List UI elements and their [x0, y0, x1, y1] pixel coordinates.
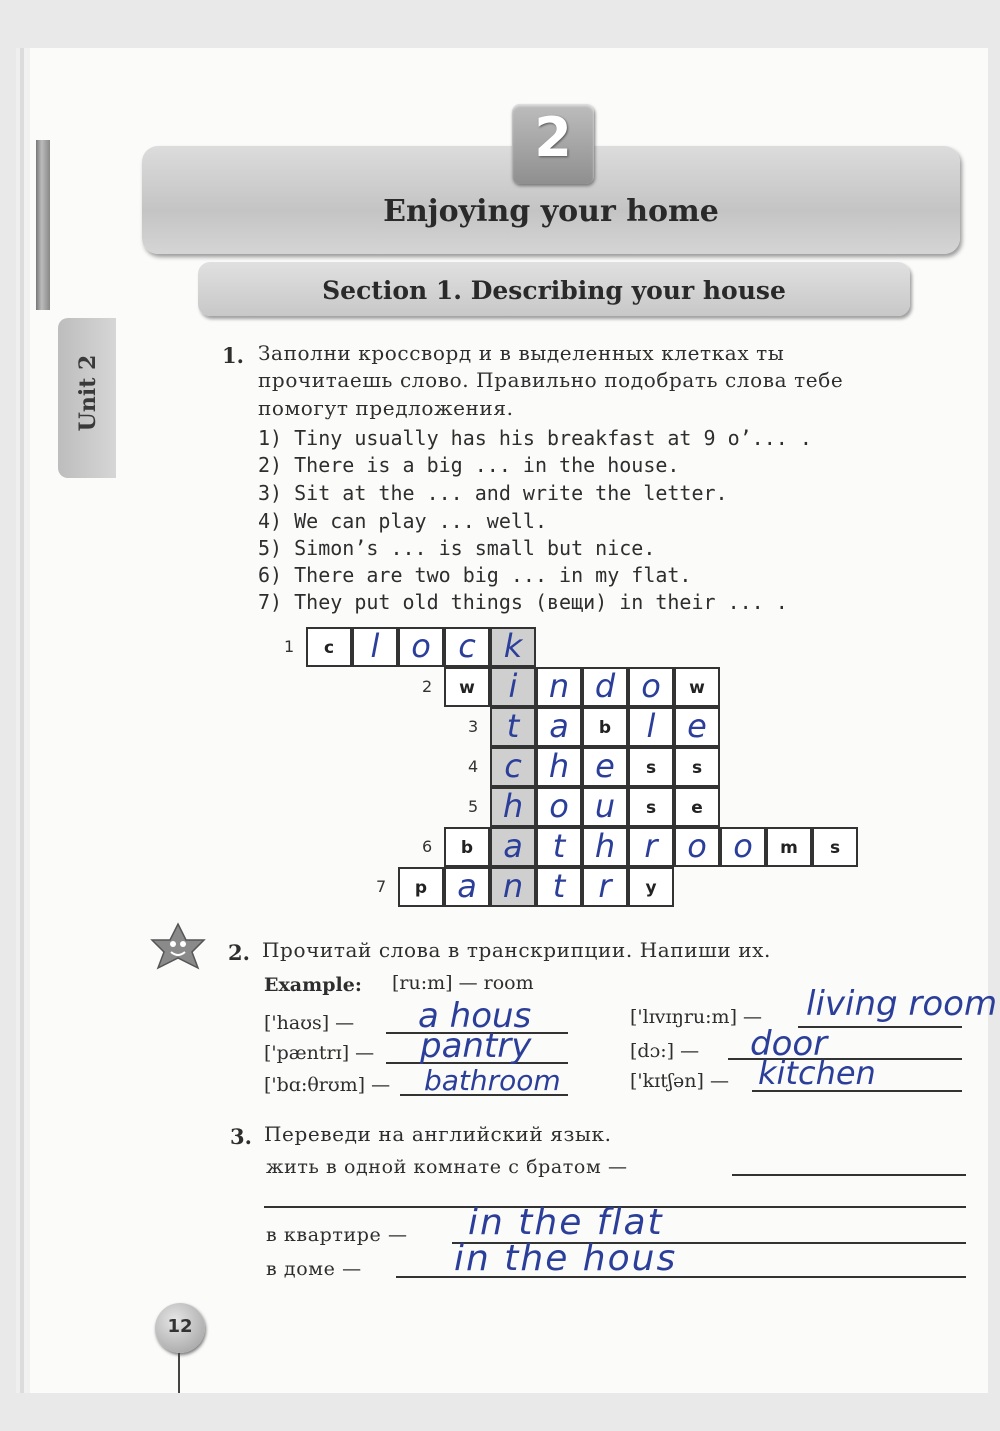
printed-letter: s: [645, 798, 657, 818]
example-label: Example:: [264, 974, 362, 996]
page-number: 12: [167, 1316, 193, 1337]
translate-prompt-2: в квартире —: [266, 1224, 408, 1246]
sentence-3: 3) Sit at the ... and write the letter.: [258, 481, 728, 505]
handwritten-letter: r: [598, 867, 612, 905]
sentence-2: 2) There is a big ... in the house.: [258, 453, 680, 477]
printed-letter: s: [829, 838, 841, 858]
crossword-cell[interactable]: [490, 627, 536, 667]
unit-title: Enjoying your home: [383, 194, 719, 229]
task1-instruction-line-2: прочитаешь слово. Правильно подобрать слова тебе: [258, 368, 844, 392]
handwritten-letter: t: [552, 827, 566, 865]
task1-number: 1.: [222, 343, 244, 368]
handwritten-letter: t: [506, 707, 520, 745]
handwritten-letter: o: [687, 827, 707, 865]
handwritten-letter: e: [687, 707, 707, 745]
transcription-2: ['pæntrɪ] —: [264, 1042, 375, 1064]
crossword-cell[interactable]: [398, 627, 444, 667]
crossword-cell[interactable]: [674, 747, 720, 787]
handwritten-letter: l: [646, 707, 656, 745]
transcription-1: ['haʊs] —: [264, 1012, 355, 1034]
crossword-row-number: 2: [422, 677, 433, 696]
handwritten-letter: a: [457, 867, 477, 905]
page-edge-shadow: [36, 140, 50, 310]
handwritten-letter: a: [503, 827, 523, 865]
crossword-cell[interactable]: [628, 667, 674, 707]
crossword-cell[interactable]: [720, 827, 766, 867]
sentence-6: 6) There are two big ... in my flat.: [258, 563, 692, 587]
translate-line-1a[interactable]: [732, 1174, 966, 1176]
crossword-cell[interactable]: [444, 667, 490, 707]
section-title: Section 1. Describing your house: [322, 276, 786, 305]
crossword-row-number: 3: [468, 717, 479, 736]
sentence-7: 7) They put old things (вещи) in their ... .: [258, 590, 788, 614]
page-number-balloon: [155, 1303, 205, 1353]
transcription-3: ['bɑ:θrʊm] —: [264, 1074, 391, 1096]
crossword-row-number: 7: [376, 877, 387, 896]
task3-instruction: Переведи на английский язык.: [264, 1122, 612, 1146]
handwritten-letter: n: [548, 667, 570, 705]
crossword-cell[interactable]: [490, 787, 536, 827]
handwritten-letter: t: [552, 867, 566, 905]
crossword-cell[interactable]: [582, 747, 628, 787]
handwritten-letter: h: [502, 787, 524, 825]
crossword-cell[interactable]: [444, 827, 490, 867]
handwritten-letter: o: [733, 827, 753, 865]
crossword-cell[interactable]: [536, 667, 582, 707]
crossword-cell[interactable]: [490, 707, 536, 747]
sentence-1: 1) Tiny usually has his breakfast at 9 o’... .: [258, 426, 812, 450]
printed-letter: b: [460, 838, 474, 858]
balloon-string: [178, 1353, 184, 1393]
crossword-cell[interactable]: [812, 827, 858, 867]
translate-answer-2: in the flat: [468, 1202, 664, 1243]
handwritten-letter: c: [504, 747, 522, 785]
handwritten-letter: o: [411, 627, 431, 665]
sentence-4: 4) We can play ... well.: [258, 509, 547, 533]
transcription-6: ['kɪtʃən] —: [630, 1070, 729, 1092]
task2-number: 2.: [228, 940, 250, 965]
task2-instruction: Прочитай слова в транскрипции. Напиши их.: [262, 938, 772, 962]
crossword-cell[interactable]: [582, 787, 628, 827]
crossword-cell[interactable]: [674, 827, 720, 867]
crossword-cell[interactable]: [536, 787, 582, 827]
crossword-cell[interactable]: [628, 707, 674, 747]
crossword-cell[interactable]: [398, 867, 444, 907]
crossword-cell[interactable]: [582, 667, 628, 707]
handwritten-letter: a: [549, 707, 569, 745]
printed-letter: p: [414, 878, 428, 898]
crossword-cell[interactable]: [536, 747, 582, 787]
side-unit-label: Unit 2: [75, 354, 101, 432]
printed-letter: e: [691, 798, 703, 818]
handwritten-letter: r: [644, 827, 658, 865]
handwritten-letter: o: [641, 667, 661, 705]
star-character-icon: [148, 922, 208, 970]
handwritten-letter: u: [594, 787, 616, 825]
handwritten-letter: o: [549, 787, 569, 825]
translate-prompt-1: жить в одной комнате с братом —: [266, 1156, 628, 1178]
crossword-cell[interactable]: [628, 867, 674, 907]
crossword-row-number: 6: [422, 837, 433, 856]
example-text: [ru:m] — room: [392, 972, 534, 994]
crossword-cell[interactable]: [674, 707, 720, 747]
crossword-cell[interactable]: [536, 867, 582, 907]
crossword-cell[interactable]: [536, 707, 582, 747]
printed-letter: w: [459, 678, 475, 698]
handwritten-letter: l: [370, 627, 380, 665]
sentence-5: 5) Simon’s ... is small but nice.: [258, 536, 656, 560]
printed-letter: s: [645, 758, 657, 778]
printed-letter: c: [323, 638, 335, 658]
crossword-cell[interactable]: [490, 747, 536, 787]
crossword-row-number: 5: [468, 797, 479, 816]
handwritten-letter: e: [595, 747, 615, 785]
crossword-cell[interactable]: [582, 707, 628, 747]
crossword-cell[interactable]: [352, 627, 398, 667]
crossword-cell[interactable]: [490, 867, 536, 907]
crossword-cell[interactable]: [444, 627, 490, 667]
crossword-cell[interactable]: [628, 787, 674, 827]
printed-letter: m: [780, 838, 798, 858]
crossword-row-number: 4: [468, 757, 479, 776]
translate-answer-3: in the hous: [454, 1238, 678, 1279]
handwritten-letter: c: [458, 627, 476, 665]
side-unit-tab: [58, 318, 116, 478]
crossword-cell[interactable]: [306, 627, 352, 667]
handwritten-letter: h: [594, 827, 616, 865]
crossword-cell[interactable]: [490, 827, 536, 867]
crossword-cell[interactable]: [582, 867, 628, 907]
crossword-cell[interactable]: [444, 867, 490, 907]
task1-instruction-line-1: Заполни кроссворд и в выделенных клетках ты: [258, 341, 785, 365]
unit-number: 2: [534, 106, 572, 169]
crossword-cell[interactable]: [628, 747, 674, 787]
answer-5: door: [750, 1024, 828, 1064]
answer-6: kitchen: [758, 1054, 876, 1092]
crossword-cell[interactable]: [674, 787, 720, 827]
task3-number: 3.: [230, 1124, 252, 1149]
crossword-cell[interactable]: [674, 667, 720, 707]
transcription-5: [dɔ:] —: [630, 1040, 700, 1062]
printed-letter: y: [645, 878, 657, 898]
crossword-row-number: 1: [284, 637, 295, 656]
handwritten-letter: h: [548, 747, 570, 785]
answer-1: a hous: [418, 996, 532, 1036]
translate-prompt-3: в доме —: [266, 1258, 362, 1280]
task1-instruction-line-3: помогут предложения.: [258, 396, 514, 420]
crossword-cell[interactable]: [766, 827, 812, 867]
crossword-cell[interactable]: [628, 827, 674, 867]
transcription-4: ['lɪvɪŋru:m] —: [630, 1006, 763, 1028]
handwritten-letter: i: [508, 667, 518, 705]
crossword-cell[interactable]: [582, 827, 628, 867]
printed-letter: w: [689, 678, 705, 698]
answer-2: pantry: [420, 1026, 532, 1066]
printed-letter: b: [598, 718, 612, 738]
crossword-cell[interactable]: [490, 667, 536, 707]
unit-number-box: [512, 104, 594, 184]
crossword-cell[interactable]: [536, 827, 582, 867]
handwritten-letter: k: [503, 627, 523, 665]
handwritten-letter: n: [502, 867, 524, 905]
handwritten-letter: d: [594, 667, 616, 705]
section-title-bar: [198, 262, 910, 316]
printed-letter: s: [691, 758, 703, 778]
answer-4: living room: [806, 984, 998, 1024]
answer-3: bathroom: [424, 1064, 561, 1097]
